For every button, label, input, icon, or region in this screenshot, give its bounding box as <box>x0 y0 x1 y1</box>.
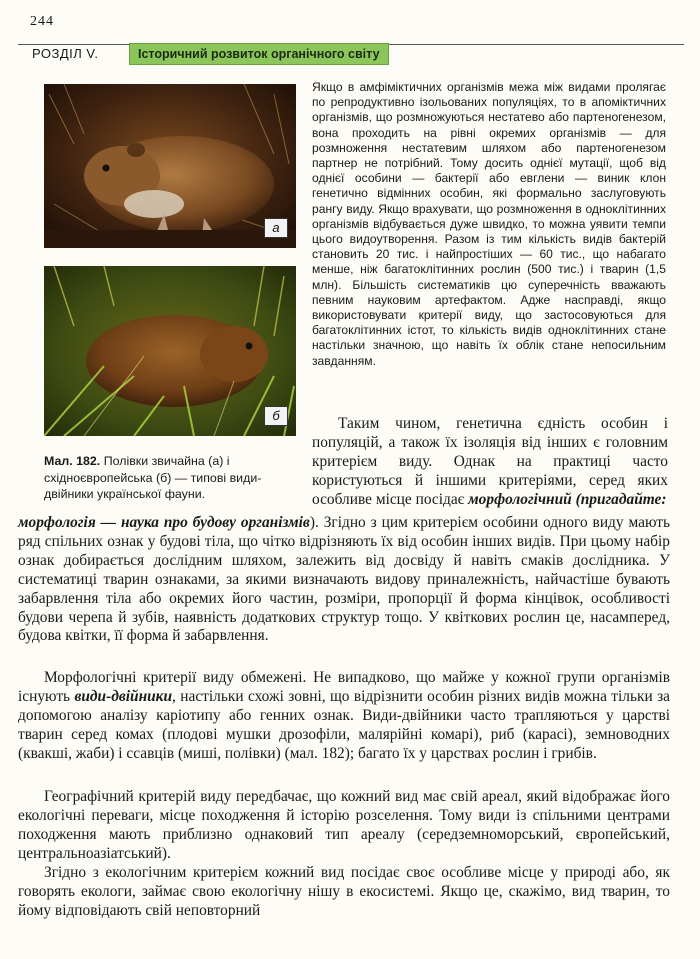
right-column-paragraph-2 <box>312 414 668 509</box>
paragraph-geographic <box>18 788 670 864</box>
figure-caption-text: Полівки звичайна (а) і східноєвропейська (б) — типові види-двійники української фауни. <box>44 454 262 502</box>
paragraph-ecological <box>18 864 670 921</box>
photo-common-vole <box>44 84 296 248</box>
paragraph-text: Згідно з екологічним критерієм кожний вид посідає своє особливе місце у природі або, як говорять екологи, займає свою екологічну нішу в екосистемі. Якщо це, скажімо, вид тварин, то йому відповідають свій неповторний <box>18 864 670 919</box>
paragraph-sibling-species <box>18 669 670 764</box>
photo-east-european-vole <box>44 266 296 436</box>
section-label: РОЗДІЛ V. <box>32 46 99 61</box>
paragraph-text: , настільки схожі зовні, що відрізнити особин різних видів можна тільки за допомогою аналізу каріотипу або генних ознак. Види-двійники часто трапляються у царстві тварин серед комах (плодові мушки дрозофіли, малярійні комарі), риб (карасі), земноводних (квакші, жаби) і ссавців (миші, полівки) (мал. 182); багато їх у царствах рослин і грибів. <box>18 687 670 762</box>
photo-label-b: б <box>264 406 288 426</box>
paragraph-text: Таким чином, генетична єдність особин і популяцій, а також їх ізоляція від інших є головним критерієм виду. Однак на практиці часто користуються й іншими критеріями, серед яких особливе місце посідає <box>312 415 668 508</box>
paragraph-morphology <box>18 514 670 646</box>
paragraph-text: Географічний критерій виду передбачає, що кожний вид має свій ареал, який відображає його екологічні переваги, місце походження й історію розселення. Тому види із спільними центрами походження мають приблизно однаковий тип ареалу (середземноморський, європейський, центральноазіатський). <box>18 788 670 862</box>
photo-label-a: а <box>264 218 288 238</box>
definition-morphology: морфологія — наука про будову організмів <box>18 514 310 531</box>
page-number: 244 <box>30 14 54 29</box>
paragraph-text: ). Згідно з цим критерієм особини одного виду мають ряд спільних ознак у будові тіла, що чітко відрізняють їх від особин інших видів. При цьому набір ознак добирається дослідним шляхом, залежить від досвіду й навіть смаків дослідника. У систематиці тварин ознаками, за якими визначають видову приналежність, найчастіше бувають забарвлення тіла або окремих його частин, розміри, пропорції й форма кінцівок, особливості будови черепа й зубів, наявність додаткових структур тощо. У квіткових рослин це, насамперед, будова квітки, її форма й забарвлення. <box>18 514 670 645</box>
paragraph-text: Морфологічні критерії виду обмежені. Не випадково, що майже у кожної групи організмів існують <box>18 669 670 705</box>
term-morphological: морфологічний <box>468 491 572 508</box>
figure-number: Мал. 182. <box>44 454 101 468</box>
right-column-paragraph: Якщо в амфіміктичних організмів межа між видами пролягає по репродуктивно ізольованих популяціях, то в апоміктичних організмів, що розмножуються нестатево або партеногенезом, вона проходить на рівні окремих організмів — для розмноження нестатевим шляхом або партеногенезом партнер не потрібний. Тому досить однієї мутації, щоб від однієї особини — бактерії або евглени — виник клон генетично відмінних особин, які формально заслуговують рангу виду. Якщо врахувати, що розмноження в одноклітинних організмів відбувається дуже швидко, то можна уявити темпи цього видоутворення. Разом із тим кількість видів бактерій становить 20 тис. і найпростіших — 60 тис., що набагато менше, ніж багатоклітинних рослин (500 тис.) і тварин (1,5 млн). Більшість систематиків цю суперечність вважають певним науковим артефактом. Адже насправді, якщо використовувати критерії виду, що застосовуються для багатоклітинних істот, то кількість видів одноклітинних стане настільки значною, що навіть їх облік стане непосильним завданням. <box>312 80 666 368</box>
section-title-badge: Історичний розвиток органічного світу <box>129 43 389 65</box>
term-sibling-species: види-двійники <box>74 687 173 705</box>
figure-caption <box>44 453 298 503</box>
hint-remember: (пригадайте: <box>575 491 667 508</box>
